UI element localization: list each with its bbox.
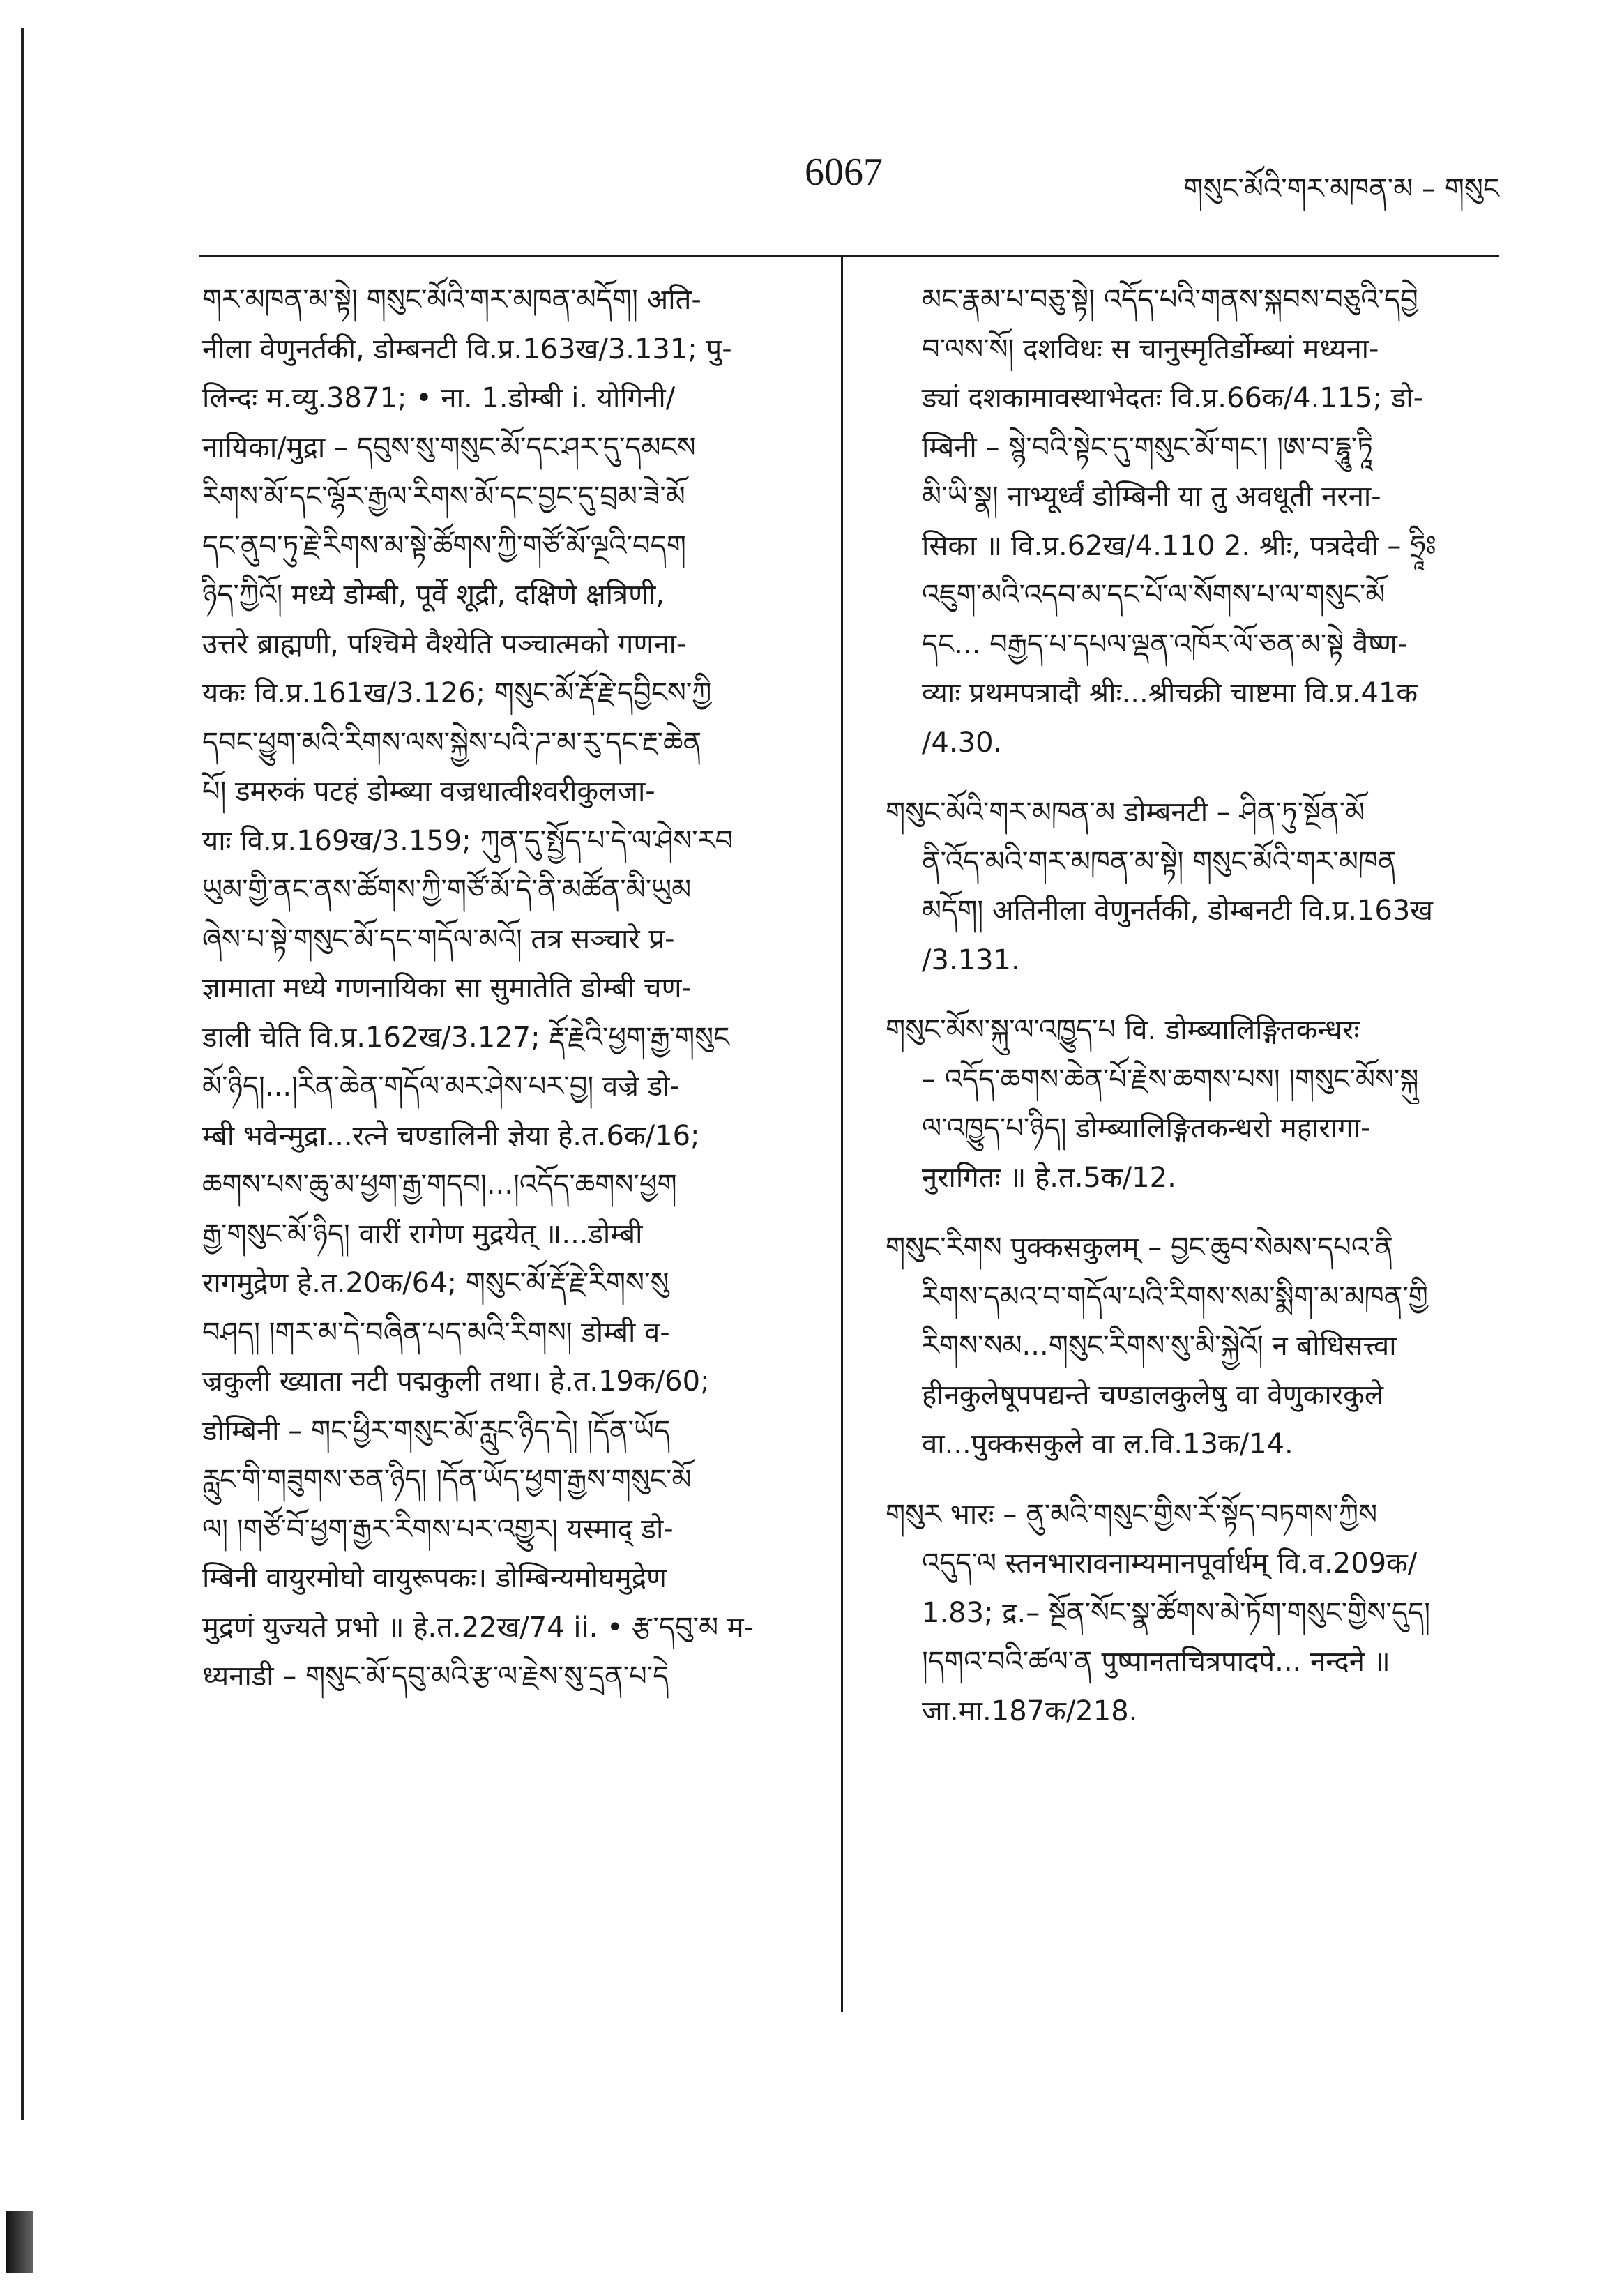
entry-line: 1.83; द्र.– སྔོན་སོང་སྣ་ཚོགས་མེ་ཏོག་གསུང་གྱིས་དུད། <box>922 1596 1431 1629</box>
text-line: उत्तरे ब्राह्मणी, पश्चिमे वैश्येति पञ्चात्मको गणना- <box>202 628 687 660</box>
entry-line: རིགས་སམ...གསུང་རིགས་སུ་མི་སྐྱེའོ། न बोधिसत्त्वा <box>922 1330 1397 1362</box>
entry-line: – འདོད་ཆགས་ཆེན་པོ་རྗེས་ཆགས་པས། །གསུང་མོས་སྐུ <box>922 1063 1419 1096</box>
entry-line: /4.30. <box>922 726 1003 759</box>
right-column <box>886 275 1499 1736</box>
text-line: ལ། །གཙོ་བོ་ཕྱག་རྒྱར་རིགས་པར་འགྱུར། यस्माद् डो- <box>202 1513 674 1545</box>
column-divider <box>841 255 843 2012</box>
text-line: ཉིད་ཀྱིའོ། मध्ये डोम्बी, पूर्वे शूद्री, दक्षिणे क्षत्रिणी, <box>202 579 665 611</box>
entry-headword-line: གསུང་རིགས पुक्कसकुलम् – བྱང་ཆུབ་སེམས་དཔའ་ནི <box>886 1232 1394 1264</box>
text-line: རིགས་མོ་དང་ལྷོར་རྒྱལ་རིགས་མོ་དང་བྱང་དུ་བྲམ་ཟེ་མོ <box>202 480 685 513</box>
page-number: 6067 <box>805 151 883 194</box>
text-line: नीला वेणुनर्तकी, डोम्बनटी वि.प्र.163ख/3.131; पु- <box>202 333 732 365</box>
running-head: གསུང་མོའི་གར་མཁན་མ – གསུང <box>1183 173 1499 205</box>
text-line: डोम्बिनी – གང་ཕྱིར་གསུང་མོ་རླུང་ཉིད་དེ། །དོན་ཡོད <box>202 1414 671 1447</box>
entry-line: /3.131. <box>922 944 1020 976</box>
text-line: ཞེས་པ་སྟེ་གསུང་མོ་དང་གདོལ་མའོ། तत्र सञ्चारे प्र- <box>202 923 675 955</box>
entry-line: व्याः प्रथमपत्रादौ श्रीः...श्रीचक्री चाष्टमा वि.प्र.41क <box>922 677 1418 709</box>
text-line: པོ། डमरुकं पटहं डोम्ब्या वज्रधात्वीश्वरीकुलजा- <box>202 775 655 808</box>
text-line: मुद्रणं युज्यते प्रभो ॥ हे.त.22ख/74 ii. • རྩ་དབུ་མ म- <box>202 1611 754 1644</box>
left-column <box>202 275 823 1702</box>
entry-line: म्बिनी – སྙེ་བའི་སྟེང་དུ་གསུང་མོ་གང་། །ཨ་བ་དྷཱུ་ཏཱི <box>922 431 1373 464</box>
text-line: याः वि.प्र.169ख/3.159; ཀུན་དུ་སྤྱོད་པ་དེ་ལ་ཤེས་རབ <box>202 824 734 857</box>
text-line: लिन्दः म.व्यु.3871; • ना. 1.डोम्बी i. योगिनी/ <box>202 382 676 414</box>
text-line: བཤད། །གར་མ་དེ་བཞིན་པད་མའི་རིགས། डोम्बी व- <box>202 1316 670 1349</box>
entry-headword-line: གསུར भारः – ནུ་མའི་གསུང་གྱིས་རོ་སྟོད་བཏགས་ཀྱིས <box>886 1498 1378 1531</box>
text-line: རླུང་གི་གཟུགས་ཅན་ཉིད། །དོན་ཡོད་ཕྱག་རྒྱས་གསུང་མོ <box>202 1464 692 1496</box>
text-line: ज्रकुली ख्याता नटी पद्मकुली तथा। हे.त.19क/60; <box>202 1365 710 1397</box>
text-line: म्बी भवेन्मुद्रा...रत्ने चण्डालिनी ज्ञेया हे.त.6क/16; <box>202 1119 700 1152</box>
entry-line: हीनकुलेषूपपद्यन्ते चण्डालकुलेषु वा वेणुकारकुले <box>922 1379 1383 1411</box>
text-line: དབང་ཕྱུག་མའི་རིགས་ལས་སྐྱེས་པའི་ཌ་མ་རུ་དང་རྔ་ཆེན <box>202 726 702 759</box>
text-line: ज्ञामाता मध्ये गणनायिका सा सुमातेति डोम्बी चण- <box>202 972 692 1004</box>
entry-line: ड्यां दशकामावस्थाभेदतः वि.प्र.66क/4.115; डो- <box>922 382 1424 414</box>
entry-line: །དགའ་བའི་ཚལ་ན पुष्पानतचित्रपादपे... नन्दने ॥ <box>922 1646 1390 1678</box>
text-line: གར་མཁན་མ་སྟེ། གསུང་མོའི་གར་མཁན་མདོག། अति- <box>202 284 701 316</box>
text-line: ध्यनाडी – གསུང་མོ་དབུ་མའི་རྩ་ལ་རྗེས་སུ་དྲན་པ་དེ <box>202 1660 669 1692</box>
text-line: ཡུམ་གྱི་ནང་ནས་ཚོགས་ཀྱི་གཙོ་མོ་དེ་ནི་མཚོན་མི་ཡུམ <box>202 874 692 906</box>
entry-headword-line: གསུང་མོའི་གར་མཁན་མ डोम्बनटी – ཤིན་ཏུ་སྔོན་མོ <box>886 796 1365 828</box>
entry-line: མི་ཡི་སྣ། नाभ्यूर्ध्वं डोम्बिनी या तु अवधूती नरना- <box>922 480 1381 513</box>
text-line: यकः वि.प्र.161ख/3.126; གསུང་མོ་རྡོ་རྗེ་དབྱིངས་ཀྱི <box>202 677 712 709</box>
entry-line: མང་རྣམ་པ་བཅུ་སྟེ། འདོད་པའི་གནས་སྐབས་བཅུའི་དབྱེ <box>922 284 1418 316</box>
entry-line: ལ་འཁྱུད་པ་ཉིད། डोम्ब्यालिङ्गितकन्धरो महारागा- <box>922 1112 1371 1144</box>
text-line: नायिका/मुद्रा – དབུས་སུ་གསུང་མོ་དང་ཤར་དུ་དམངས <box>202 431 696 464</box>
entry-line: वा...पुक्कसकुले वा ल.वि.13क/14. <box>922 1428 1293 1460</box>
header-rule <box>199 255 1499 257</box>
entry-line: सिका ॥ वि.प्र.62ख/4.110 2. श्रीः, पत्रदेवी – ཧྲཱིཿ <box>922 529 1436 562</box>
entry-line: नुरागितः ॥ हे.त.5क/12. <box>922 1161 1176 1194</box>
scan-edge-mark <box>6 2211 33 2273</box>
entry-line: རིགས་དམའ་བ་གདོལ་པའི་རིགས་སམ་སྨིག་མ་མཁན་གྱི <box>922 1280 1428 1313</box>
text-line: མོ་ཉིད།...།རིན་ཆེན་གདོལ་མར་ཤེས་པར་བྱ། वज्रे डो- <box>202 1070 680 1103</box>
text-line: रागमुद्रेण हे.त.20क/64; གསུང་མོ་རྡོ་རྗེ་རིགས་སུ <box>202 1267 669 1299</box>
entry-line: ནི་འོད་མའི་གར་མཁན་མ་སྟེ། གསུང་མོའི་གར་མཁན <box>922 845 1397 878</box>
entry-line: མདོག། अतिनीला वेणुनर्तकी, डोम्बनटी वि.प्र.163ख <box>922 895 1434 927</box>
entry-line: जा.मा.187क/218. <box>922 1695 1138 1727</box>
text-line: डाली चेति वि.प्र.162ख/3.127; རྡོ་རྗེའི་ཕྱག་རྒྱ་གསུང <box>202 1021 730 1054</box>
text-line: ཆགས་པས་ཆུ་མ་ཕྱག་རྒྱ་གདབ།...།འདོད་ཆགས་ཕྱག <box>202 1169 677 1201</box>
text-line: རྒྱ་གསུང་མོ་ཉིད། वारीं रागेण मुद्रयेत् ॥...डोम्बी <box>202 1218 643 1250</box>
entry-headword-line: གསུང་མོས་སྐུ་ལ་འཁྱུད་པ वि. डोम्ब्यालिङ्गितकन्धरः <box>886 1014 1360 1046</box>
text-line: དང་ནུབ་ཏུ་རྗེ་རིགས་མ་སྟེ་ཚོགས་ཀྱི་གཙོ་མོ་ལྔའི་བདག <box>202 529 686 562</box>
entry-line: དང... བརྒྱད་པ་དཔལ་ལྡན་འཁོར་ལོ་ཅན་མ་སྟེ वैष्ण- <box>922 628 1408 660</box>
scan-edge-bar <box>21 28 24 2120</box>
text-line: म्बिनी वायुरमोघो वायुरूपकः। डोम्बिन्यमोघमुद्रेण <box>202 1562 667 1594</box>
entry-line: འདུད་ལ स्तनभारावनाम्यमानपूर्वार्धम् वि.व.209क/ <box>922 1547 1418 1579</box>
entry-line: བ་ལས་སོ། दशविधः स चानुस्मृतिर्डोम्ब्यां मध्यना- <box>922 333 1379 365</box>
entry-line: འཇུག་མའི་འདབ་མ་དང་པོ་ལ་སོགས་པ་ལ་གསུང་མོ <box>922 579 1386 611</box>
